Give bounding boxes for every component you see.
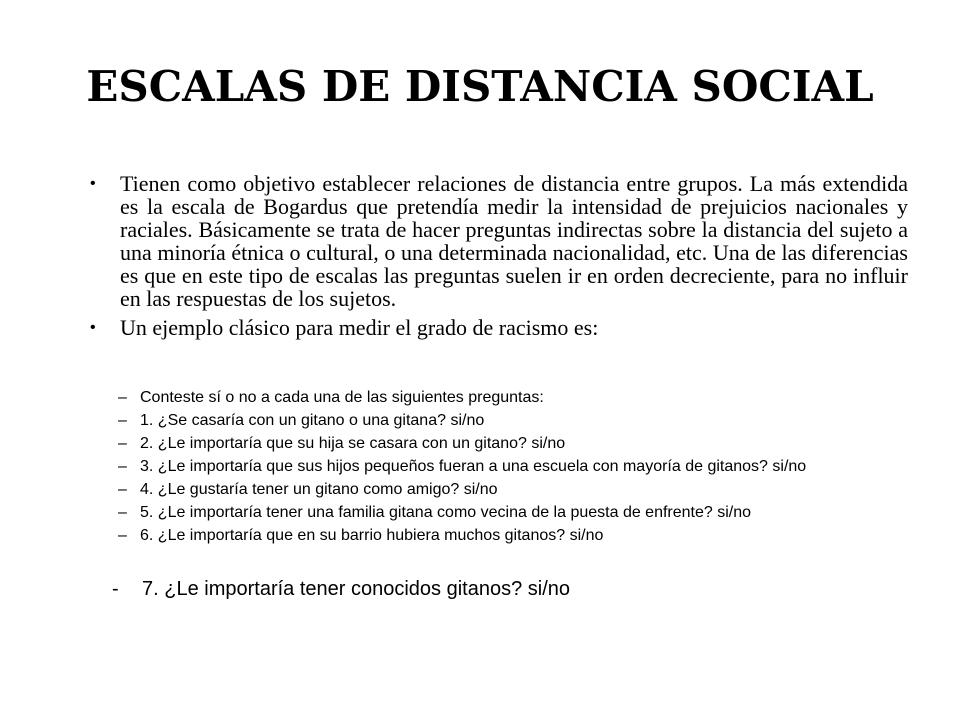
bullet-text: Tienen como objetivo establecer relaciones de distancia entre grupos. La más extendida es la escala de Bogardus que pretendía medir la intensidad de prejuicios nacionales y raciales. Básicamente se trata de hacer preguntas indirectas sobre la distancia del sujeto a una minoría étnica o cultural, o una determinada nacionalidad, etc. Una de las diferencias es que en este tipo de escalas las preguntas suelen ir en orden decreciente, para no influir en las respuestas de los sujetos. (120, 171, 908, 311)
dash-marker: – (118, 389, 127, 406)
dash-marker: – (118, 435, 127, 452)
dash-marker: – (118, 481, 127, 498)
question-item (118, 435, 908, 452)
question-item (118, 389, 908, 406)
question-text: 5. ¿Le importaría tener una familia gitana como vecina de la puesta de enfrente? si/no (140, 504, 752, 521)
question-list (118, 389, 908, 550)
question-item (118, 481, 908, 498)
bullet-text: Un ejemplo clásico para medir el grado de racismo es: (120, 315, 599, 340)
dash-marker: – (118, 504, 127, 521)
dash-marker: – (118, 458, 127, 475)
question-text: 7. ¿Le importaría tener conocidos gitanos? si/no (142, 578, 571, 600)
question-item (118, 458, 908, 475)
slide-title: ESCALAS DE DISTANCIA SOCIAL (86, 62, 874, 111)
question-text: 4. ¿Le gustaría tener un gitano como amigo? si/no (140, 481, 498, 498)
question-text: 3. ¿Le importaría que sus hijos pequeños fueran a una escuela con mayoría de gitanos? si/no (140, 458, 807, 475)
dash-marker: – (118, 527, 127, 544)
bullet-list (90, 172, 908, 345)
question-item (118, 527, 908, 544)
question-text: 1. ¿Se casaría con un gitano o una gitana? si/no (140, 412, 485, 429)
last-question (112, 578, 812, 600)
bullet-item (90, 316, 908, 339)
bullet-marker: • (90, 175, 96, 192)
question-item (118, 412, 908, 429)
dash-marker: - (112, 578, 119, 600)
bullet-item (90, 172, 908, 310)
question-text: 2. ¿Le importaría que su hija se casara con un gitano? si/no (140, 435, 566, 452)
question-item (118, 504, 908, 521)
bullet-marker: • (90, 319, 96, 336)
question-text: 6. ¿Le importaría que en su barrio hubiera muchos gitanos? si/no (140, 527, 604, 544)
dash-marker: – (118, 412, 127, 429)
question-text: Conteste sí o no a cada una de las siguientes preguntas: (140, 389, 544, 406)
